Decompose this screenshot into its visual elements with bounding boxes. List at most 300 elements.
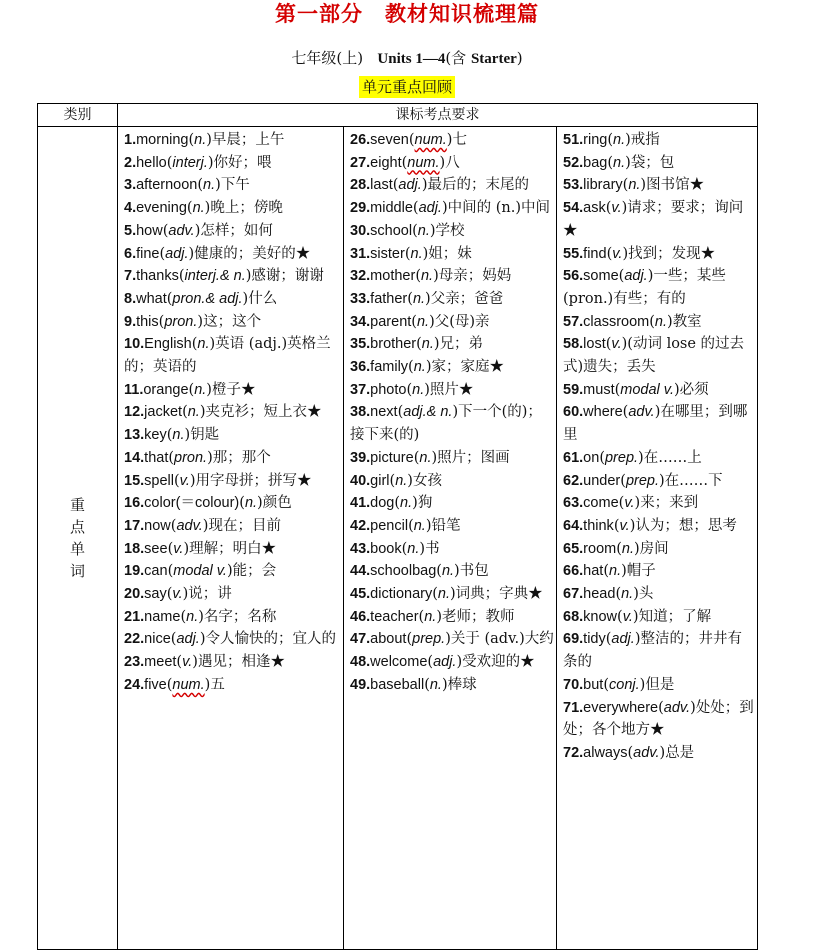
entry-word: about: [370, 631, 407, 648]
entry-meaning: 照片；图画: [437, 449, 510, 466]
entry-number: 3.: [124, 177, 137, 194]
entry-number: 14.: [124, 449, 145, 466]
entry-meaning: 袋；包: [630, 154, 675, 171]
entry-meaning: 早晨；上午: [211, 132, 285, 148]
vocab-entry: 44.schoolbag(n.)书包: [350, 563, 489, 580]
vocab-entry: 30.school(n.)学校: [350, 222, 465, 239]
entry-number: 15.: [124, 472, 145, 489]
vocab-entry: 35.brother(n.)兄；弟: [350, 336, 484, 353]
vocab-entry: 21.name(n.)名字；名称: [124, 608, 277, 625]
entry-pos: n.: [413, 517, 426, 534]
vocab-entry: 46.teacher(n.)老师；教师: [350, 608, 515, 625]
entry-meaning: 七: [452, 132, 467, 148]
entry-number: 36.: [350, 359, 371, 376]
vocab-entry: 52.bag(n.)袋；包: [563, 154, 675, 171]
entry-meaning: 理解；明白★: [189, 540, 277, 557]
entry-meaning: 帽子: [626, 563, 656, 580]
entry-number: 31.: [350, 245, 371, 262]
vocab-entry: 20.say(v.)说；讲: [124, 586, 232, 603]
entry-word: what: [136, 290, 167, 307]
vocab-entry: 72.always(adv.)总是: [563, 744, 695, 761]
entry-pos: prep.: [604, 449, 639, 466]
entry-number: 10.: [124, 336, 145, 353]
entry-pos: num.: [414, 132, 447, 148]
entry-meaning: 橙子★: [211, 381, 256, 398]
entry-number: 29.: [350, 200, 371, 217]
vocab-entry: 62.under(prep.)在……下: [563, 472, 723, 489]
entry-number: 9.: [124, 313, 137, 330]
vocab-entry: 66.hat(n.)帽子: [563, 563, 656, 580]
entry-pos: n.: [416, 313, 430, 330]
entry-meaning: 名字；名称: [203, 608, 277, 625]
entry-pos: n.: [412, 381, 425, 398]
entry-number: 33.: [350, 290, 371, 307]
entry-pos: prep.: [412, 631, 446, 648]
entry-meaning: 能；会: [232, 563, 277, 580]
entry-word: eight: [370, 154, 402, 171]
vocab-entry: 10.English(n.)英语 (adj.)英格兰的；英语的: [124, 336, 331, 376]
entry-number: 44.: [350, 563, 371, 580]
vocab-entry: 5.how(adv.)怎样；如何: [124, 222, 273, 239]
entry-pos: n.: [413, 359, 426, 376]
vocab-entry: 63.come(v.)来；来到: [563, 495, 699, 512]
entry-number: 24.: [124, 676, 145, 693]
vocab-entry: 26.seven(num.)七: [350, 132, 467, 148]
entry-pos: pron.: [174, 449, 208, 466]
vocab-entry: 22.nice(adj.)令人愉快的；宜人的: [124, 631, 337, 648]
vocab-entry: 8.what(pron.& adj.)什么: [124, 290, 278, 307]
vocab-entry: 24.five(num.)五: [124, 676, 225, 693]
vocab-entry: 47.about(prep.)关于 (adv.)大约: [350, 631, 554, 648]
entry-meaning: 整洁的；井井有条的: [563, 631, 742, 671]
entry-meaning: 来；来到: [640, 495, 699, 512]
entry-word: bag: [583, 154, 608, 171]
entry-variant: (＝colour): [175, 495, 240, 512]
entry-number: 20.: [124, 586, 145, 603]
vocab-entry: 4.evening(n.)晚上；傍晚: [124, 200, 283, 217]
entry-word: pencil: [370, 517, 409, 534]
entry-word: family: [370, 359, 409, 376]
category-char: 单: [69, 540, 85, 558]
vocab-entry: 40.girl(n.)女孩: [350, 472, 442, 489]
entry-word: hat: [583, 563, 604, 580]
entry-meaning: 那；那个: [212, 449, 271, 466]
vocab-entry: 42.pencil(n.)铅笔: [350, 517, 461, 534]
entry-word: ask: [583, 200, 606, 217]
entry-meaning: 在……上: [643, 449, 702, 466]
entry-pos: n.: [429, 676, 442, 693]
entry-meaning: 下一个(的)；接下来(的): [350, 404, 542, 444]
entry-pos: conj.: [609, 676, 640, 693]
vocab-entry: 60.where(adv.)在哪里；到哪里: [563, 404, 748, 444]
entry-word: girl: [370, 472, 390, 489]
vocab-entry: 15.spell(v.)用字母拼；拼写★: [124, 472, 312, 489]
entry-number: 66.: [563, 563, 584, 580]
entry-pos: adj.: [611, 631, 635, 648]
entry-meaning: 钥匙: [190, 427, 220, 444]
units-label: Units 1—4: [377, 51, 446, 67]
entry-word: sister: [370, 245, 405, 262]
entry-number: 59.: [563, 381, 584, 398]
entry-meaning: 教室: [672, 313, 702, 330]
entry-word: under: [583, 472, 621, 489]
entry-number: 17.: [124, 517, 145, 534]
category-char: 词: [69, 562, 85, 580]
vocab-entry: 33.father(n.)父亲；爸爸: [350, 290, 504, 307]
entry-number: 65.: [563, 540, 584, 557]
entry-pos: adj.: [418, 200, 442, 217]
entry-number: 30.: [350, 222, 371, 239]
entry-word: must: [583, 381, 615, 398]
vocab-entry: 36.family(n.)家；家庭★: [350, 359, 504, 376]
entry-meaning: 父亲；爸爸: [430, 290, 504, 307]
entry-word: see: [144, 540, 168, 557]
vocab-entry: 9.this(pron.)这；这个: [124, 313, 262, 330]
entry-number: 57.: [563, 313, 584, 330]
entry-pos: v.: [179, 472, 190, 489]
entry-number: 47.: [350, 631, 371, 648]
entry-pos: n.: [410, 245, 423, 262]
vocab-entry: 2.hello(interj.)你好；喂: [124, 154, 272, 171]
entry-meaning: (动词 lose 的过去式)遗失；丢失: [563, 336, 745, 376]
entry-pos: v.: [611, 336, 622, 353]
word-column-1: [118, 127, 344, 950]
entry-meaning: 受欢迎的★: [462, 654, 535, 671]
entry-pos: n.: [421, 336, 434, 353]
entry-number: 7.: [124, 268, 137, 285]
entry-word: teacher: [370, 608, 419, 625]
vocab-entry: 54.ask(v.)请求；要求；询问★: [563, 200, 744, 239]
entry-number: 68.: [563, 608, 584, 625]
entry-pos: v.: [173, 540, 184, 557]
entry-word: orange: [143, 381, 189, 398]
entry-pos: adj.& n.: [403, 404, 453, 421]
vocab-entry: 55.find(v.)找到；发现★: [563, 245, 716, 262]
entry-number: 16.: [124, 495, 145, 512]
entry-meaning: 下午: [220, 177, 250, 194]
entry-pos: adj.: [176, 631, 200, 648]
entry-pos: adj.: [398, 177, 422, 194]
entry-meaning: 认为；想；思考: [635, 517, 737, 534]
entry-number: 49.: [350, 676, 371, 693]
entry-number: 69.: [563, 631, 584, 648]
entry-pos: adv.: [168, 222, 195, 239]
entry-pos: n.: [407, 540, 420, 557]
entry-meaning: 晚上；傍晚: [210, 200, 283, 217]
vocab-entry: 37.photo(n.)照片★: [350, 381, 474, 398]
vocab-entry: 27.eight(num.)八: [350, 154, 460, 171]
entry-number: 42.: [350, 517, 371, 534]
entry-pos: n.: [613, 154, 626, 171]
vocab-entry: 48.welcome(adj.)受欢迎的★: [350, 654, 535, 671]
entry-meaning: 怎样；如何: [200, 222, 273, 239]
category-char: 点: [69, 518, 85, 536]
vocab-entry: 34.parent(n.)父(母)亲: [350, 313, 490, 330]
entry-meaning: 英语 (adj.)英格兰的；英语的: [124, 336, 331, 376]
entry-pos: pron.& adj.: [172, 290, 243, 307]
entry-word: think: [583, 517, 614, 534]
entry-number: 6.: [124, 245, 137, 262]
entry-word: last: [370, 177, 393, 194]
entry-word: key: [144, 427, 167, 444]
entry-pos: pron.: [164, 313, 198, 330]
entry-meaning: 在哪里；到哪里: [563, 404, 748, 444]
section-banner: 单元重点回顾: [359, 76, 455, 98]
entry-word: jacket: [144, 404, 183, 421]
entry-word: library: [583, 177, 623, 194]
vocab-entry: 19.can(modal v.)能；会: [124, 563, 277, 580]
entry-meaning: 铅笔: [431, 517, 461, 534]
entry-word: lost: [583, 336, 606, 353]
vocab-entry: 51.ring(n.)戒指: [563, 132, 660, 148]
entry-pos: v.: [182, 654, 193, 671]
entry-meaning: 照片★: [429, 381, 474, 398]
entry-word: book: [370, 540, 402, 557]
entry-word: find: [583, 245, 607, 262]
vocab-entry: 32.mother(n.)母亲；妈妈: [350, 268, 512, 285]
entry-word: this: [136, 313, 159, 330]
entry-meaning: 棒球: [447, 676, 477, 693]
category-char: 重: [69, 496, 85, 514]
entry-word: nice: [144, 631, 171, 648]
entry-number: 45.: [350, 586, 371, 603]
entry-word: picture: [370, 449, 414, 466]
entry-meaning: 老师；教师: [441, 608, 515, 625]
entry-pos: interj.: [172, 154, 208, 171]
entry-word: always: [583, 744, 628, 761]
entry-number: 51.: [563, 132, 584, 148]
entry-pos: n.: [441, 563, 455, 580]
entry-meaning: 中间的 (n.)中间: [447, 200, 550, 217]
entry-word: English: [144, 336, 192, 353]
entry-word: afternoon: [136, 177, 198, 194]
entry-word: middle: [370, 200, 413, 217]
entry-meaning: 一些；某些 (pron.)有些；有的: [563, 268, 726, 307]
entry-pos: interj.& n.: [184, 268, 246, 285]
entry-meaning: 说；讲: [188, 586, 232, 603]
entry-word: now: [144, 517, 171, 534]
entry-pos: num.: [172, 676, 205, 693]
entry-word: how: [136, 222, 163, 239]
entry-pos: n.: [187, 404, 200, 421]
vocab-entry: 49.baseball(n.)棒球: [350, 676, 477, 693]
entry-pos: v.: [624, 495, 635, 512]
entry-number: 62.: [563, 472, 584, 489]
vocab-entry: 68.know(v.)知道；了解: [563, 608, 712, 625]
entry-word: baseball: [370, 676, 425, 693]
entry-number: 27.: [350, 154, 371, 171]
vocab-entry: 28.last(adj.)最后的；末尾的: [350, 177, 529, 194]
starter-label: Starter: [470, 51, 517, 67]
entry-meaning: 家；家庭★: [431, 359, 504, 376]
entry-number: 18.: [124, 540, 145, 557]
entry-word: ring: [583, 132, 608, 148]
entry-word: school: [370, 222, 413, 239]
entry-number: 56.: [563, 268, 584, 285]
entry-word: dog: [370, 495, 395, 512]
entry-pos: prep.: [625, 472, 659, 489]
entry-meaning: 什么: [248, 290, 278, 307]
vocab-entry: 1.morning(n.)早晨；上午: [124, 132, 285, 148]
header-category: 类别: [38, 104, 118, 127]
entry-word: hello: [136, 154, 167, 171]
entry-word: brother: [370, 336, 417, 353]
vocab-entry: 17.now(adv.)现在；目前: [124, 517, 281, 534]
entry-word: photo: [370, 381, 407, 398]
entry-number: 11.: [124, 381, 144, 398]
entry-meaning: 头: [638, 586, 654, 603]
entry-number: 13.: [124, 427, 145, 444]
vocab-entry: 43.book(n.)书: [350, 540, 440, 557]
vocab-entry: 61.on(prep.)在……上: [563, 449, 702, 466]
entry-meaning: 总是: [665, 744, 695, 761]
vocabulary-table: [37, 103, 758, 950]
vocab-entry: 6.fine(adj.)健康的；美好的★: [124, 245, 311, 262]
paren-open: (含: [445, 49, 471, 67]
entry-meaning: 姐；妹: [428, 245, 472, 262]
entry-word: that: [144, 449, 169, 466]
entry-pos: n.: [412, 290, 426, 307]
entry-number: 38.: [350, 404, 371, 421]
entry-meaning: 令人愉快的；宜人的: [205, 631, 337, 648]
vocab-entry: 29.middle(adj.)中间的 (n.)中间: [350, 200, 550, 217]
entry-number: 41.: [350, 495, 371, 512]
entry-number: 60.: [563, 404, 584, 421]
entry-number: 55.: [563, 245, 584, 262]
entry-number: 19.: [124, 563, 145, 580]
entry-number: 37.: [350, 381, 371, 398]
entry-number: 71.: [563, 699, 584, 716]
entry-number: 61.: [563, 449, 584, 466]
vocab-entry: 65.room(n.)房间: [563, 540, 669, 557]
vocab-entry: 67.head(n.)头: [563, 586, 654, 603]
vocab-entry: 45.dictionary(n.)词典；字典★: [350, 586, 543, 603]
paren-close: ): [516, 49, 523, 67]
entry-number: 23.: [124, 654, 145, 671]
entry-word: parent: [370, 313, 412, 330]
entry-meaning: 健康的；美好的★: [194, 245, 311, 262]
entry-word: say: [144, 586, 167, 603]
entry-pos: v.: [619, 517, 630, 534]
unit-subtitle: [0, 47, 814, 70]
entry-word: five: [144, 676, 167, 693]
entry-meaning: 房间: [639, 540, 669, 557]
entry-pos: n.: [197, 336, 210, 353]
entry-meaning: 处处；到处；各个地方★: [563, 699, 754, 739]
entry-pos: adj.: [165, 245, 189, 262]
entry-number: 54.: [563, 200, 584, 217]
entry-pos: v.: [622, 608, 633, 625]
entry-number: 40.: [350, 472, 371, 489]
entry-pos: adj.: [433, 654, 457, 671]
entry-meaning: 你好；喂: [213, 154, 272, 171]
entry-pos: n.: [172, 427, 185, 444]
entry-number: 39.: [350, 449, 371, 466]
entry-word: name: [144, 608, 181, 625]
entry-word: tidy: [583, 631, 606, 648]
entry-number: 58.: [563, 336, 584, 353]
vocab-entry: 18.see(v.)理解；明白★: [124, 540, 277, 557]
entry-number: 28.: [350, 177, 371, 194]
entry-word: meet: [144, 654, 177, 671]
entry-number: 32.: [350, 268, 371, 285]
entry-word: on: [583, 449, 600, 466]
entry-pos: n.: [192, 200, 205, 217]
entry-pos: n.: [194, 132, 207, 148]
entry-word: thanks: [136, 268, 179, 285]
entry-number: 2.: [124, 154, 137, 171]
entry-word: know: [583, 608, 618, 625]
entry-meaning: 女孩: [412, 472, 442, 489]
entry-meaning: 兄；弟: [439, 336, 484, 353]
entry-word: father: [370, 290, 408, 307]
vocab-entry: 31.sister(n.)姐；妹: [350, 245, 472, 262]
entry-word: can: [144, 563, 168, 580]
entry-meaning: 知道；了解: [638, 608, 712, 625]
entry-meaning: 图书馆★: [646, 177, 705, 194]
entry-meaning: 书: [425, 540, 440, 557]
vocab-entry: 38.next(adj.& n.)下一个(的)；接下来(的): [350, 404, 542, 444]
entry-pos: n.: [419, 449, 432, 466]
entry-pos: adv.: [628, 404, 655, 421]
entry-meaning: 八: [445, 154, 460, 171]
entry-number: 46.: [350, 608, 371, 625]
entry-pos: n.: [395, 472, 408, 489]
vocab-entry: 12.jacket(n.)夹克衫；短上衣★: [124, 404, 322, 421]
entry-pos: n.: [420, 268, 434, 285]
entry-pos: v.: [172, 586, 183, 603]
entry-pos: n.: [244, 495, 258, 512]
entry-meaning: 用字母拼；拼写★: [195, 472, 312, 489]
entry-word: head: [583, 586, 616, 603]
vocab-entry: 7.thanks(interj.& n.)感谢；谢谢: [124, 268, 324, 285]
entry-pos: n.: [400, 495, 413, 512]
entry-pos: n.: [437, 586, 450, 603]
entry-meaning: 母亲；妈妈: [438, 268, 512, 285]
entry-pos: n.: [424, 608, 437, 625]
entry-word: seven: [370, 132, 409, 148]
entry-pos: modal v.: [173, 563, 227, 580]
entry-number: 12.: [124, 404, 145, 421]
entry-meaning: 但是: [645, 676, 675, 693]
entry-word: mother: [370, 268, 416, 285]
entry-word: some: [583, 268, 619, 285]
vocab-entry: 70.but(conj.)但是: [563, 676, 675, 693]
vocab-entry: 59.must(modal v.)必须: [563, 381, 709, 398]
vocab-entry: 23.meet(v.)遇见；相逢★: [124, 654, 285, 671]
entry-word: but: [583, 676, 604, 693]
entry-pos: n.: [203, 177, 216, 194]
entry-pos: adv.: [633, 744, 660, 761]
entry-meaning: 在……下: [664, 472, 723, 489]
entry-number: 43.: [350, 540, 371, 557]
entry-word: welcome: [370, 654, 428, 671]
word-column-3: [557, 127, 758, 950]
entry-meaning: 找到；发现★: [628, 245, 716, 262]
entry-word: fine: [136, 245, 160, 262]
vocab-entry: 58.lost(v.)(动词 lose 的过去式)遗失；丢失: [563, 336, 745, 376]
entry-word: color: [144, 495, 176, 512]
entry-number: 5.: [124, 222, 137, 239]
page-title: 第一部分 教材知识梳理篇: [275, 1, 539, 26]
entry-pos: adv.: [176, 517, 203, 534]
entry-meaning: 狗: [417, 495, 433, 512]
entry-word: everywhere: [583, 699, 659, 716]
entry-meaning: 最后的；末尾的: [427, 177, 529, 194]
entry-meaning: 遇见；相逢★: [197, 654, 285, 671]
grade-label: 七年级(上): [291, 49, 364, 67]
entry-word: dictionary: [370, 586, 433, 603]
